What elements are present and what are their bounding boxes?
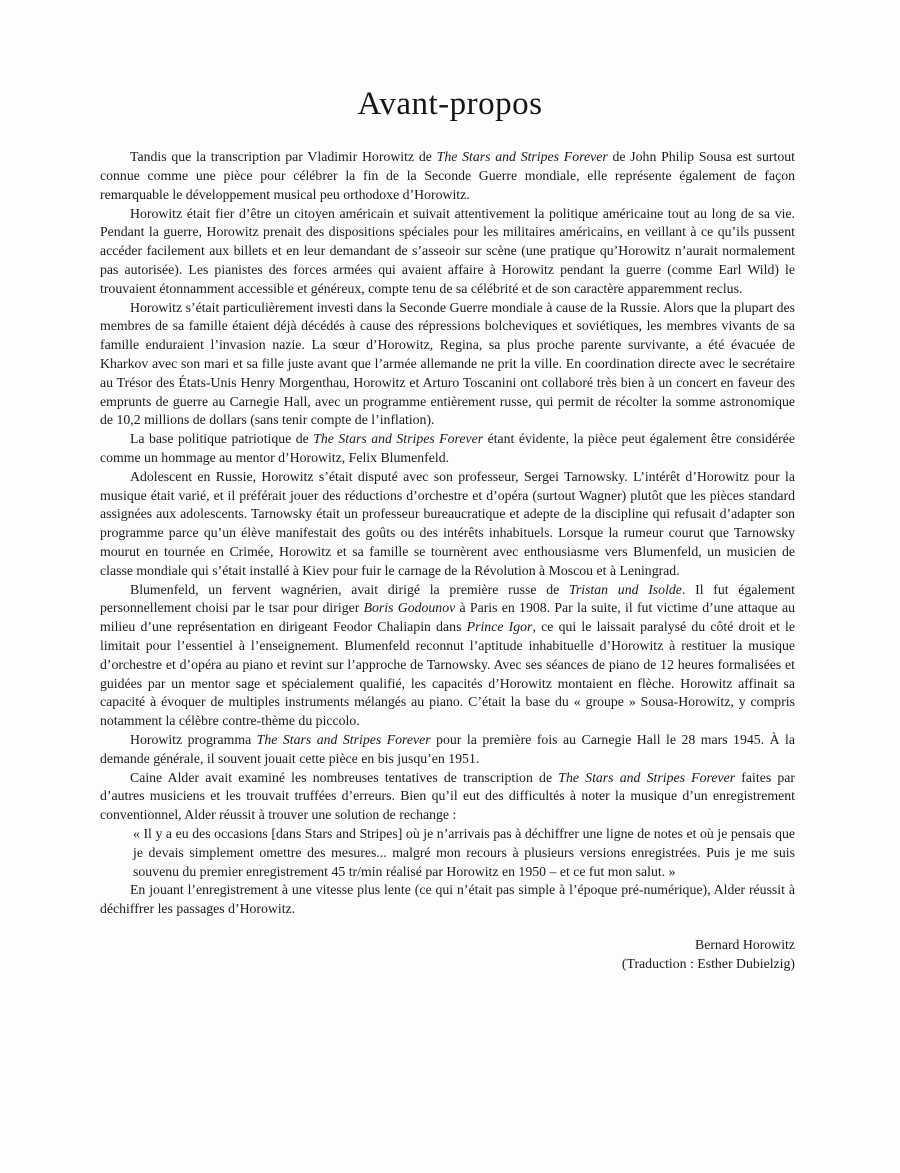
paragraph: Blumenfeld, un fervent wagnérien, avait dirigé la première russe de Tristan und Isolde. Il fut également personnellement choisi par le tsar pour diriger Boris Godounov à Paris en 1908. Par la suite, il fut victime d’une attaque au milieu d’une représentation en dirigeant Feodor Chaliapin dans Prince Igor, ce qui le laissait paralysé du côté droit et le limitait pour l’essentiel à l’enseignement. Blumenfeld reconnut l’aptitude inhabituelle d’Horowitz à restituer la musique d’orchestre et d’opéra au piano et revint sur l’approche de Tarnowsky. Avec ses séances de piano de 12 heures formalisées et guidées par un mentor sage et spécialement qualifié, les capacités d’Horowitz montaient en flèche. Horowitz affinait sa capacité à évoquer de multiples instruments mélangés au piano. C’était la base du « groupe » Sousa-Horowitz, y compris notamment la célèbre contre-thème du piccolo. [100,581,796,729]
signature-author: Bernard Horowitz [695,936,795,952]
paragraph: Horowitz était fier d’être un citoyen américain et suivait attentivement la politique américaine tout au long de sa vie. Pendant la guerre, Horowitz prenait des dispositions spéciales pour les militaires américains, en veillant à ce qu’ils pussent accéder facilement aux billets et en leur demandant de s’asseoir sur scène (une pratique qu’Horowitz n’aurait normalement pas autorisée). Les pianistes des forces armées qui avaient affaire à Horowitz pendant la guerre (comme Earl Wild) le trouvaient étonnamment accessible et généreux, compte tenu de sa célébrité et de son caractère apparemment reclus. [100,205,795,296]
signature-block [100,935,795,974]
paragraph: En jouant l’enregistrement à une vitesse plus lente (ce qui n’était pas simple à l’époque pré-numérique), Alder réussit à déchiffrer les passages d’Horowitz. [100,882,795,917]
paragraph: Horowitz s’était particulièrement investi dans la Seconde Guerre mondiale à cause de la Russie. Alors que la plupart des membres de sa famille étaient déjà décédés à cause des répressions bolcheviques et soviétiques, les membres vivants de sa famille enduraient l’invasion nazie. La sœur d’Horowitz, Regina, sa plus proche parente survivante, a été évacuée de Kharkov avec son mari et sa fille juste avant que l’armée allemande ne prit la ville. En coordination directe avec le secrétaire au Trésor des États-Unis Henry Morgenthau, Horowitz et Arturo Toscanini ont collaboré très bien à un concert en faveur des emprunts de guerre au Carnegie Hall, avec un programme entièrement russe, qui permit de récolter la somme astronomique de 10,2 millions de dollars (sans tenir compte de l’inflation). [100,299,795,428]
foreword-body [100,148,795,919]
signature-translator-credit: (Traduction : Esther Dubielzig) [621,956,795,972]
paragraph: Tandis que la transcription par Vladimir Horowitz de The Stars and Stripes Forever de John Philip Sousa est surtout connue comme une pièce pour célébrer la fin de la Seconde Guerre mondiale, elle représente également de façon remarquable le développement musical peu orthodoxe d’Horowitz. [100,149,795,202]
paragraph: Adolescent en Russie, Horowitz s’était disputé avec son professeur, Sergei Tarnowsky. L’intérêt d’Horowitz pour la musique était varié, et il préférait jouer des réductions d’orchestre et d’opéra (surtout Wagner) plutôt que les pièces standard assignées aux adolescents. Tarnowsky était un professeur bureaucratique et adepte de la discipline qui refusait d’adapter son programme parce qu’un élève manifestait des goûts ou des intérêts inhabituels. Lorsque la rumeur courut que Tarnowsky mourut en tournée en Crimée, Horowitz et sa famille se tournèrent avec enthousiasme vers Blumenfeld, un musicien de classe mondiale qui s’était installé à Kiev pour fuir le carnage de la Révolution à Moscou et à Leningrad. [100,468,795,578]
block-quote: « Il y a eu des occasions [dans Stars and Stripes] où je n’arrivais pas à déchiffrer une ligne de notes et où je pensais que je devais simplement omettre des mesures... malgré mon recours à plusieurs versions enregistrées. Puis je me suis souvenu du premier enregistrement 45 tr/min réalisé par Horowitz en 1950 – et ce fut mon salut. » [133,825,795,879]
paragraph: Horowitz programma The Stars and Stripes Forever pour la première fois au Carnegie Hall le 28 mars 1945. À la demande générale, il souvent jouait cette pièce en bis jusqu’en 1951. [100,732,795,766]
paragraph: La base politique patriotique de The Stars and Stripes Forever étant évidente, la pièce peut également être considérée comme un hommage au mentor d’Horowitz, Felix Blumenfeld. [100,431,795,466]
paragraph: Caine Alder avait examiné les nombreuses tentatives de transcription de The Stars and Stripes Forever faites par d’autres musiciens et les trouvait truffées d’erreurs. Bien qu’il eut des difficultés à noter la musique d’un enregistrement conventionnel, Alder réussit à trouver une solution de rechange : [100,769,796,823]
page-title: Avant-propos [357,86,543,122]
